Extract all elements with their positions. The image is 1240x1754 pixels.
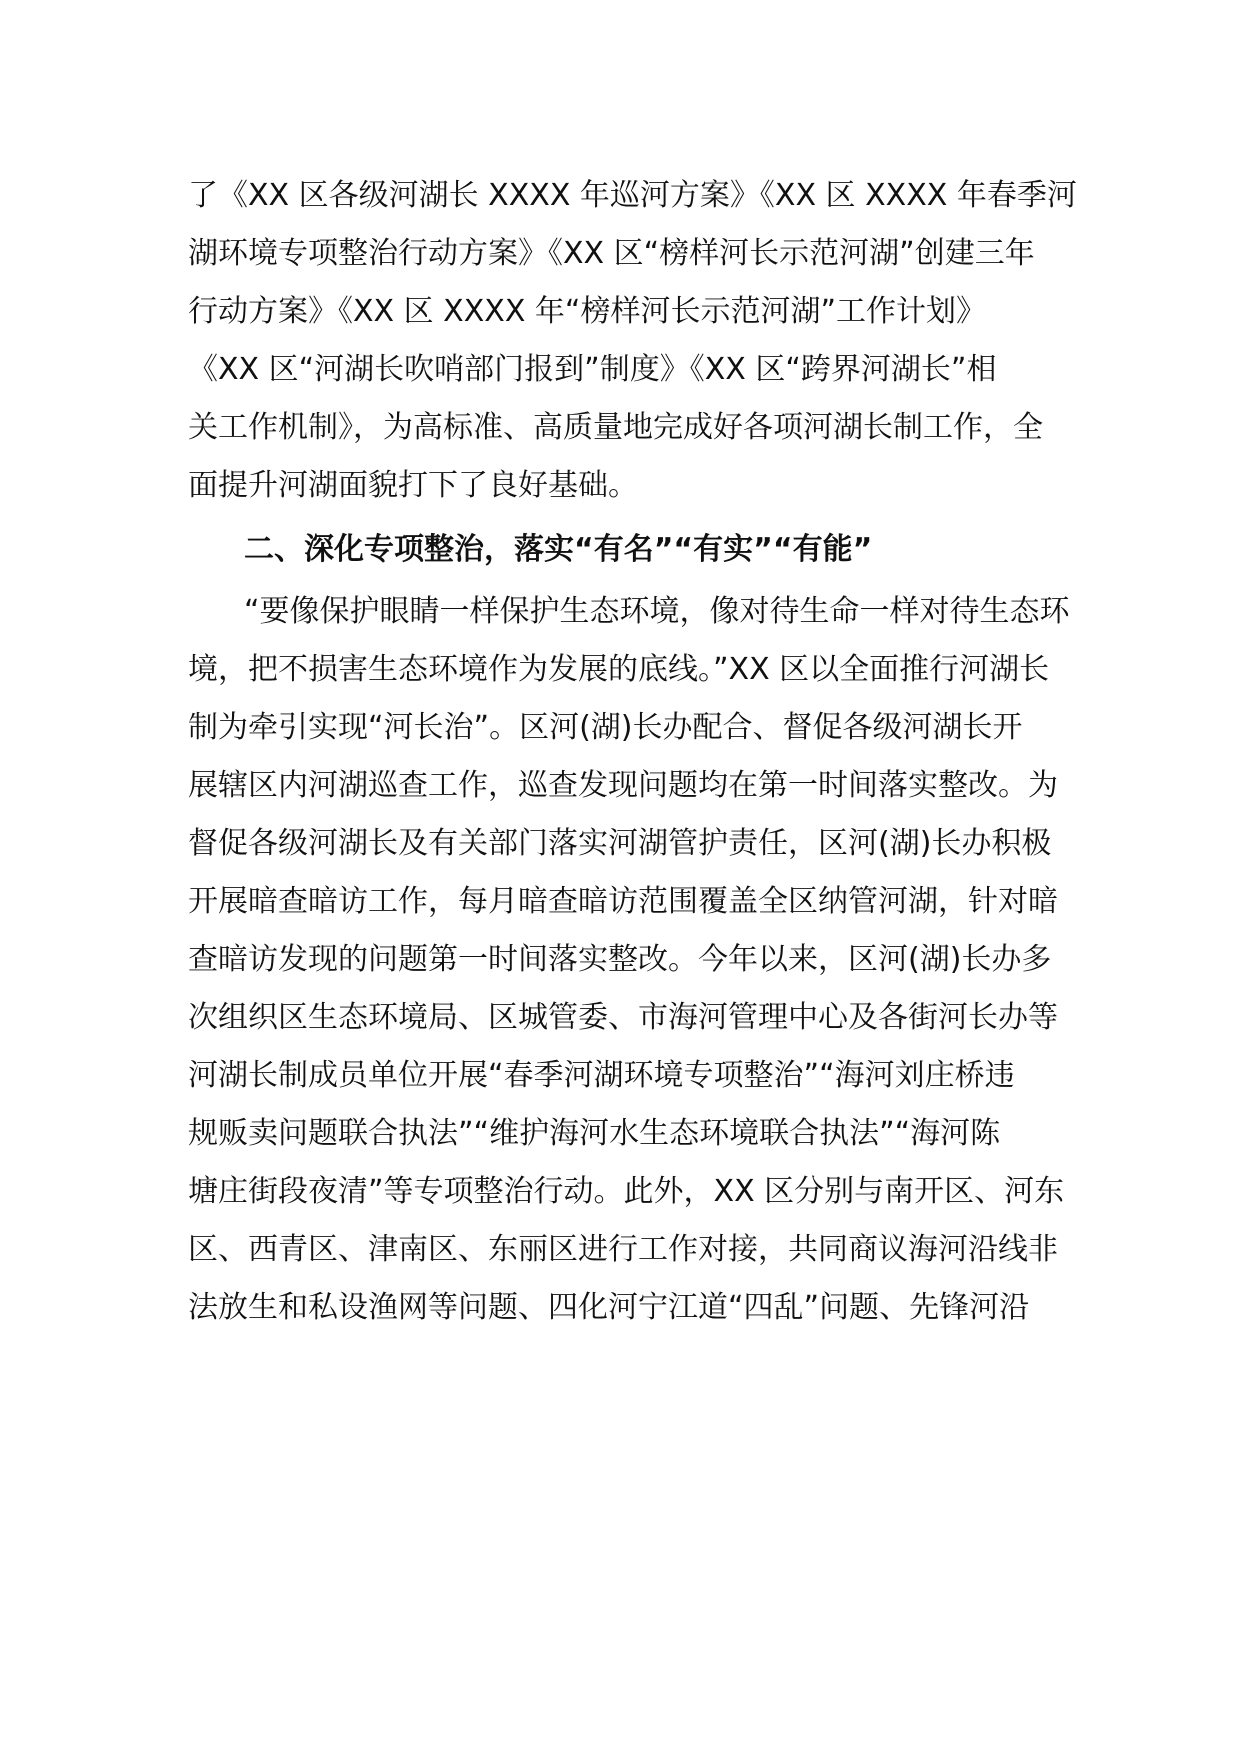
- paragraph-1-line-2: 湖环境专项整治行动方案》《XX 区“榜样河长示范河湖”创建三年: [188, 236, 1035, 271]
- paragraph-1-line-6: 面提升河湖面貌打下了良好基础。: [188, 468, 638, 503]
- paragraph-2-line-1: “要像保护眼睛一样保护生态环境，像对待生命一样对待生态环: [244, 594, 1070, 629]
- paragraph-2-line-4: 展辖区内河湖巡查工作，巡查发现问题均在第一时间落实整改。为: [188, 768, 1058, 803]
- paragraph-2-line-3: 制为牵引实现“河长治”。区河(湖)长办配合、督促各级河湖长开: [188, 710, 1023, 745]
- paragraph-1-line-5: 关工作机制》，为高标准、高质量地完成好各项河湖长制工作，全: [188, 410, 1043, 445]
- paragraph-2-line-2: 境，把不损害生态环境作为发展的底线。”XX 区以全面推行河湖长: [188, 652, 1050, 687]
- paragraph-2-line-10: 规贩卖问题联合执法”“维护海河水生态环境联合执法”“海河陈: [188, 1116, 1001, 1151]
- paragraph-1-line-3: 行动方案》《XX 区 XXXX 年“榜样河长示范河湖”工作计划》: [188, 294, 987, 329]
- paragraph-2-line-8: 次组织区生态环境局、区城管委、市海河管理中心及各街河长办等: [188, 1000, 1058, 1035]
- paragraph-2-line-9: 河湖长制成员单位开展“春季河湖环境专项整治”“海河刘庄桥违: [188, 1058, 1015, 1093]
- paragraph-2-line-12: 区、西青区、津南区、东丽区进行工作对接，共同商议海河沿线非: [188, 1232, 1058, 1267]
- section-heading: 二、深化专项整治，落实“有名”“有实”“有能”: [244, 532, 873, 567]
- paragraph-2-line-6: 开展暗查暗访工作，每月暗查暗访范围覆盖全区纳管河湖，针对暗: [188, 884, 1058, 919]
- paragraph-2-line-7: 查暗访发现的问题第一时间落实整改。今年以来，区河(湖)长办多: [188, 942, 1052, 977]
- paragraph-2-line-13: 法放生和私设渔网等问题、四化河宁江道“四乱”问题、先锋河沿: [188, 1290, 1030, 1325]
- paragraph-1-line-4: 《XX 区“河湖长吹哨部门报到”制度》《XX 区“跨界河湖长”相: [188, 352, 997, 387]
- paragraph-2-line-5: 督促各级河湖长及有关部门落实河湖管护责任，区河(湖)长办积极: [188, 826, 1052, 861]
- paragraph-1-line-1: 了《XX 区各级河湖长 XXXX 年巡河方案》《XX 区 XXXX 年春季河: [188, 178, 1077, 213]
- paragraph-2-line-11: 塘庄街段夜清”等专项整治行动。此外，XX 区分别与南开区、河东: [188, 1174, 1065, 1209]
